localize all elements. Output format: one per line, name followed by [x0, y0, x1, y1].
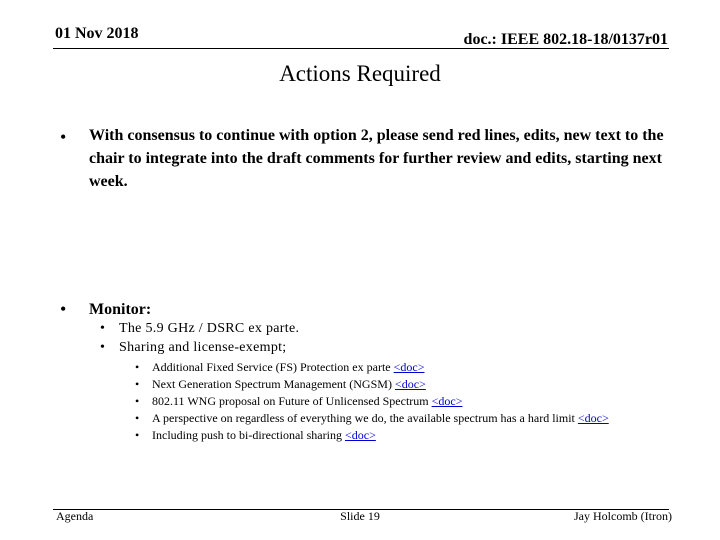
sub-sub-bullet-marker: •	[135, 411, 140, 425]
sub-sub-bullet-marker: •	[135, 394, 140, 408]
footer-agenda: Agenda	[56, 509, 94, 523]
sub-sub-bullet-marker: •	[135, 377, 140, 391]
list-item-spectrum-limit: A perspective on regardless of everything we do, the available spectrum has a hard limit <doc>	[152, 411, 609, 425]
bullet-marker: •	[60, 299, 67, 319]
sub-bullet-sharing: Sharing and license-exempt;	[119, 340, 287, 355]
sub-sub-bullet-marker: •	[135, 360, 140, 374]
list-item-ngsm: Next Generation Spectrum Management (NGSM) <doc>	[152, 377, 426, 391]
footer-slide-number: Slide 19	[340, 509, 380, 523]
sub-bullet-marker: •	[100, 321, 105, 336]
sub-bullet-dsrc: The 5.9 GHz / DSRC ex parte.	[119, 321, 300, 336]
doc-link[interactable]: <doc>	[577, 411, 609, 425]
bullet-marker: •	[60, 127, 67, 147]
bullet-monitor-text: Monitor:	[89, 301, 152, 318]
slide-title: Actions Required	[279, 61, 441, 86]
list-item-wng-proposal: 802.11 WNG proposal on Future of Unlicensed Spectrum <doc>	[152, 394, 463, 408]
doc-link[interactable]: <doc>	[393, 360, 425, 374]
doc-link[interactable]: <doc>	[394, 377, 426, 391]
footer-author: Jay Holcomb (Itron)	[574, 509, 672, 523]
header-divider	[53, 48, 669, 49]
header-doc-id: doc.: IEEE 802.18-18/0137r01	[463, 31, 668, 48]
sub-bullet-marker: •	[100, 340, 105, 355]
bullet-consensus-text: With consensus to continue with option 2, please send red lines, edits, new text to the chair to integrate into the draft comments for further review and edits, starting next week.	[89, 127, 664, 190]
header-date: 01 Nov 2018	[55, 25, 139, 42]
list-item-bidirectional-sharing: Including push to bi-directional sharing <doc>	[152, 428, 376, 442]
sub-sub-bullet-marker: •	[135, 428, 140, 442]
doc-link[interactable]: <doc>	[431, 394, 463, 408]
doc-link[interactable]: <doc>	[344, 428, 376, 442]
list-item-fs-protection: Additional Fixed Service (FS) Protection ex parte <doc>	[152, 360, 425, 374]
